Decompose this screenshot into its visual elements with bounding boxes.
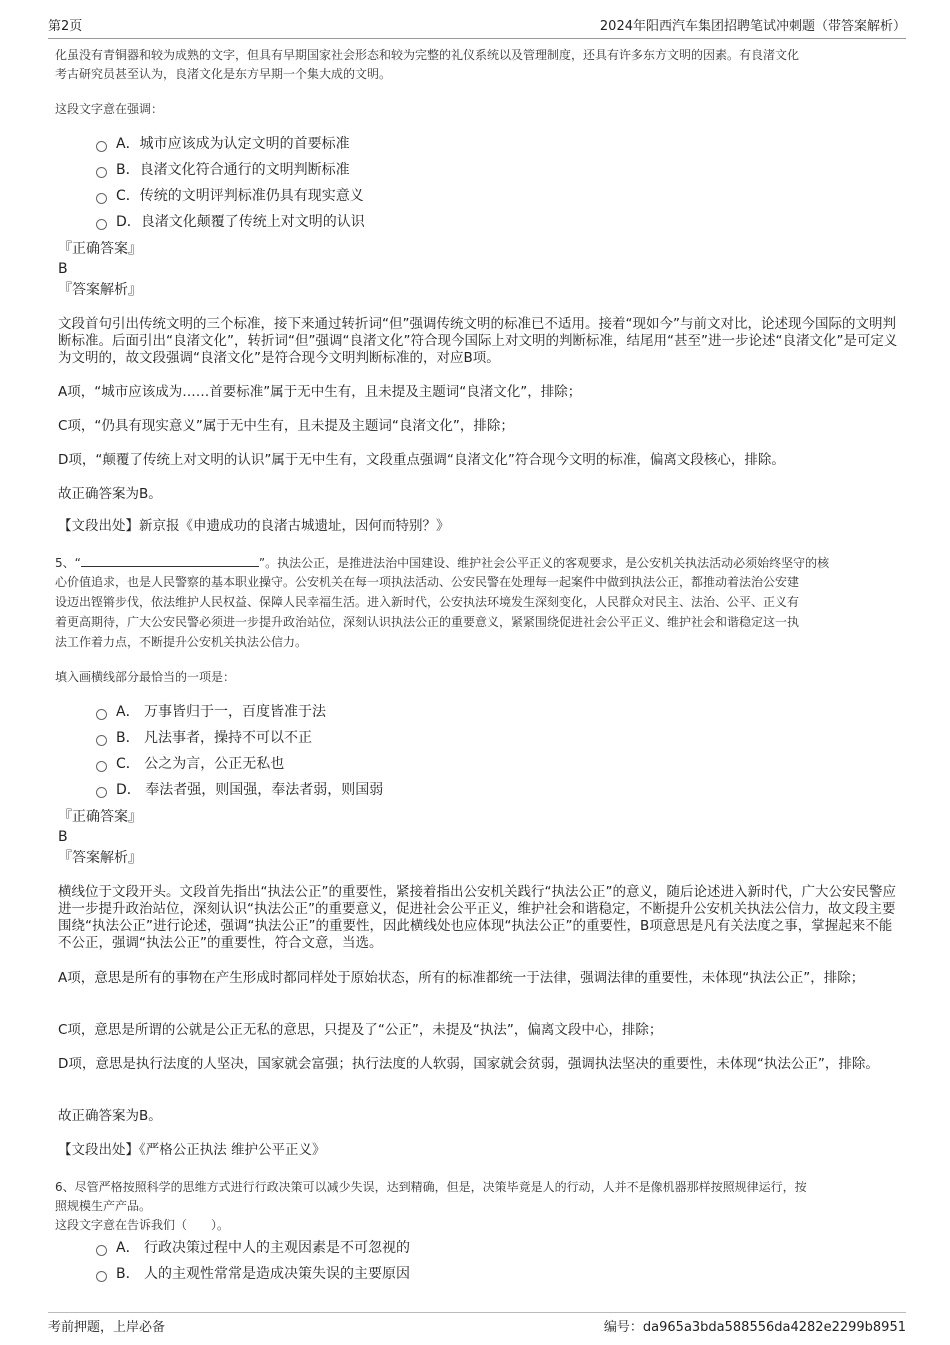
page-header <box>48 8 906 39</box>
q4-prompt: 这段文字意在强调： <box>55 102 164 116</box>
q6-passage-line1: 6、尽管严格按照科学的思维方式进行行政决策可以减少失误，达到精确，但是，决策毕竟是人的行动，人并不是像机器那样按照规律运行，按 <box>55 1180 807 1194</box>
q5-passage-line3: 设迈出铿锵步伐，依法维护人民权益、保障人民幸福生活。进入新时代，公安执法环境发生深刻变化，人民群众对民主、法治、公平、正义有 <box>55 595 800 609</box>
radio-icon[interactable] <box>96 167 107 178</box>
fill-blank <box>81 554 259 567</box>
q4-option-c[interactable]: C．传统的文明评判标准仍具有现实意义 <box>96 186 364 206</box>
radio-icon[interactable] <box>96 193 107 204</box>
q4-option-a[interactable]: A．城市应该成为认定文明的首要标准 <box>96 134 350 154</box>
radio-icon[interactable] <box>96 709 107 720</box>
q4-conclusion: 故正确答案为B。 <box>58 486 162 502</box>
q6-option-a[interactable]: A． 行政决策过程中人的主观因素是不可忽视的 <box>96 1238 410 1258</box>
q5-analysis-label: 『答案解析』 <box>58 850 142 866</box>
q5-prompt: 填入画横线部分最恰当的一项是： <box>55 670 236 684</box>
q4-analysis-label: 『答案解析』 <box>58 282 142 298</box>
q4-analysis-c: C项，“仍具有现实意义”属于无中生有，且未提及主题词“良渚文化”，排除； <box>58 418 514 434</box>
q5-answer-label: 『正确答案』 <box>58 809 142 825</box>
q5-conclusion: 故正确答案为B。 <box>58 1108 162 1124</box>
radio-icon[interactable] <box>96 1271 107 1282</box>
radio-icon[interactable] <box>96 787 107 798</box>
q6-passage-line2: 照规模生产产品。 <box>55 1199 152 1213</box>
q5-option-b[interactable]: B． 凡法事者，操持不可以不正 <box>96 728 312 748</box>
radio-icon[interactable] <box>96 141 107 152</box>
q5-passage-line1: 5、“ ”。执法公正，是推进法治中国建设、维护社会公平正义的客观要求，是公安机关执法活动必须始终坚守的核 <box>55 556 830 570</box>
q5-analysis-c: C项，意思是所谓的公就是公正无私的意思，只提及了“公正”，未提及“执法”，偏离文段中心，排除； <box>58 1022 663 1038</box>
q4-analysis-main: 文段首句引出传统文明的三个标准，接下来通过转折词“但”强调传统文明的标准已不适用。接着“现如今”与前文对比，论述现今国际的文明判断标准。后面引出“良渚文化”，转折词“但”强调“良渚文化”符合现今国际上对文明的判断标准，结尾用“甚至”进一步论述“良渚文化”是可定义为文明的，故文段强调“良渚文化”是符合现今文明判断标准的，对应B项。 <box>58 316 898 366</box>
q5-option-a[interactable]: A． 万事皆归于一，百度皆准于法 <box>96 702 326 722</box>
document-id: 编号：da965a3bda588556da4282e2299b8951 <box>603 1320 906 1335</box>
footer-slogan: 考前押题，上岸必备 <box>48 1320 166 1335</box>
q5-passage-line5: 法工作着力点，不断提升公安机关执法公信力。 <box>55 635 308 649</box>
q5-source: 【文段出处】《严格公正执法 维护公平正义》 <box>58 1142 326 1158</box>
q5-analysis-d: D项，意思是执行法度的人坚决，国家就会富强；执行法度的人软弱，国家就会贫弱，强调执法坚决的重要性，未体现“执法公正”，排除。 <box>58 1056 879 1072</box>
q4-passage-line2: 考古研究员甚至认为，良渚文化是东方早期一个集大成的文明。 <box>55 67 392 81</box>
radio-icon[interactable] <box>96 219 107 230</box>
document-title: 2024年阳西汽车集团招聘笔试冲刺题（带答案解析） <box>599 19 906 34</box>
q5-passage-line4: 着更高期待，广大公安民警必须进一步提升政治站位，深刻认识执法公正的重要意义，紧紧围绕促进社会公平正义、维护社会和谐稳定这一执 <box>55 615 800 629</box>
q5-option-d[interactable]: D． 奉法者强，则国强，奉法者弱，则国弱 <box>96 780 383 800</box>
page-footer <box>48 1312 906 1335</box>
q4-answer: B <box>58 261 68 277</box>
radio-icon[interactable] <box>96 761 107 772</box>
q5-analysis-a: A项，意思是所有的事物在产生形成时都同样处于原始状态，所有的标准都统一于法律，强调法律的重要性，未体现“执法公正”，排除； <box>58 970 865 986</box>
q5-passage-line2: 心价值追求，也是人民警察的基本职业操守。公安机关在每一项执法活动、公安民警在处理每一起案件中做到执法公正，都推动着法治公安建 <box>55 575 800 589</box>
q6-prompt: 这段文字意在告诉我们（ ）。 <box>55 1218 230 1232</box>
q4-analysis-d: D项，“颠覆了传统上对文明的认识”属于无中生有，文段重点强调“良渚文化”符合现今文明的标准，偏离文段核心，排除。 <box>58 452 785 468</box>
q4-analysis-a: A项，“城市应该成为……首要标准”属于无中生有，且未提及主题词“良渚文化”，排除； <box>58 384 582 400</box>
q4-option-b[interactable]: B．良渚文化符合通行的文明判断标准 <box>96 160 350 180</box>
q4-option-d[interactable]: D．良渚文化颠覆了传统上对文明的认识 <box>96 212 365 232</box>
q4-answer-label: 『正确答案』 <box>58 241 142 257</box>
radio-icon[interactable] <box>96 1245 107 1256</box>
q5-answer: B <box>58 829 68 845</box>
page-number: 第2页 <box>48 19 83 34</box>
q4-source: 【文段出处】新京报《申遗成功的良渚古城遗址，因何而特别？》 <box>58 518 450 534</box>
radio-icon[interactable] <box>96 735 107 746</box>
q4-passage-line1: 化虽没有青铜器和较为成熟的文字，但具有早期国家社会形态和较为完整的礼仪系统以及管理制度，还具有许多东方文明的因素。有良渚文化 <box>55 48 800 62</box>
q6-option-b[interactable]: B． 人的主观性常常是造成决策失误的主要原因 <box>96 1264 410 1284</box>
q5-option-c[interactable]: C． 公之为言，公正无私也 <box>96 754 284 774</box>
q5-analysis-main: 横线位于文段开头。文段首先指出“执法公正”的重要性，紧接着指出公安机关践行“执法公正”的意义，随后论述进入新时代，广大公安民警应进一步提升政治站位，深刻认识“执法公正”的重要意义，促进社会公平正义，维护社会和谐稳定，不断提升公安机关执法公信力，故文段主要围绕“执法公正”进行论述，强调“执法公正”的重要性，因此横线处也应体现“执法公正”的重要性，B项意思是凡有关法度之事，掌握起来不能不公正，强调“执法公正”的重要性，符合文意，当选。 <box>58 884 896 951</box>
